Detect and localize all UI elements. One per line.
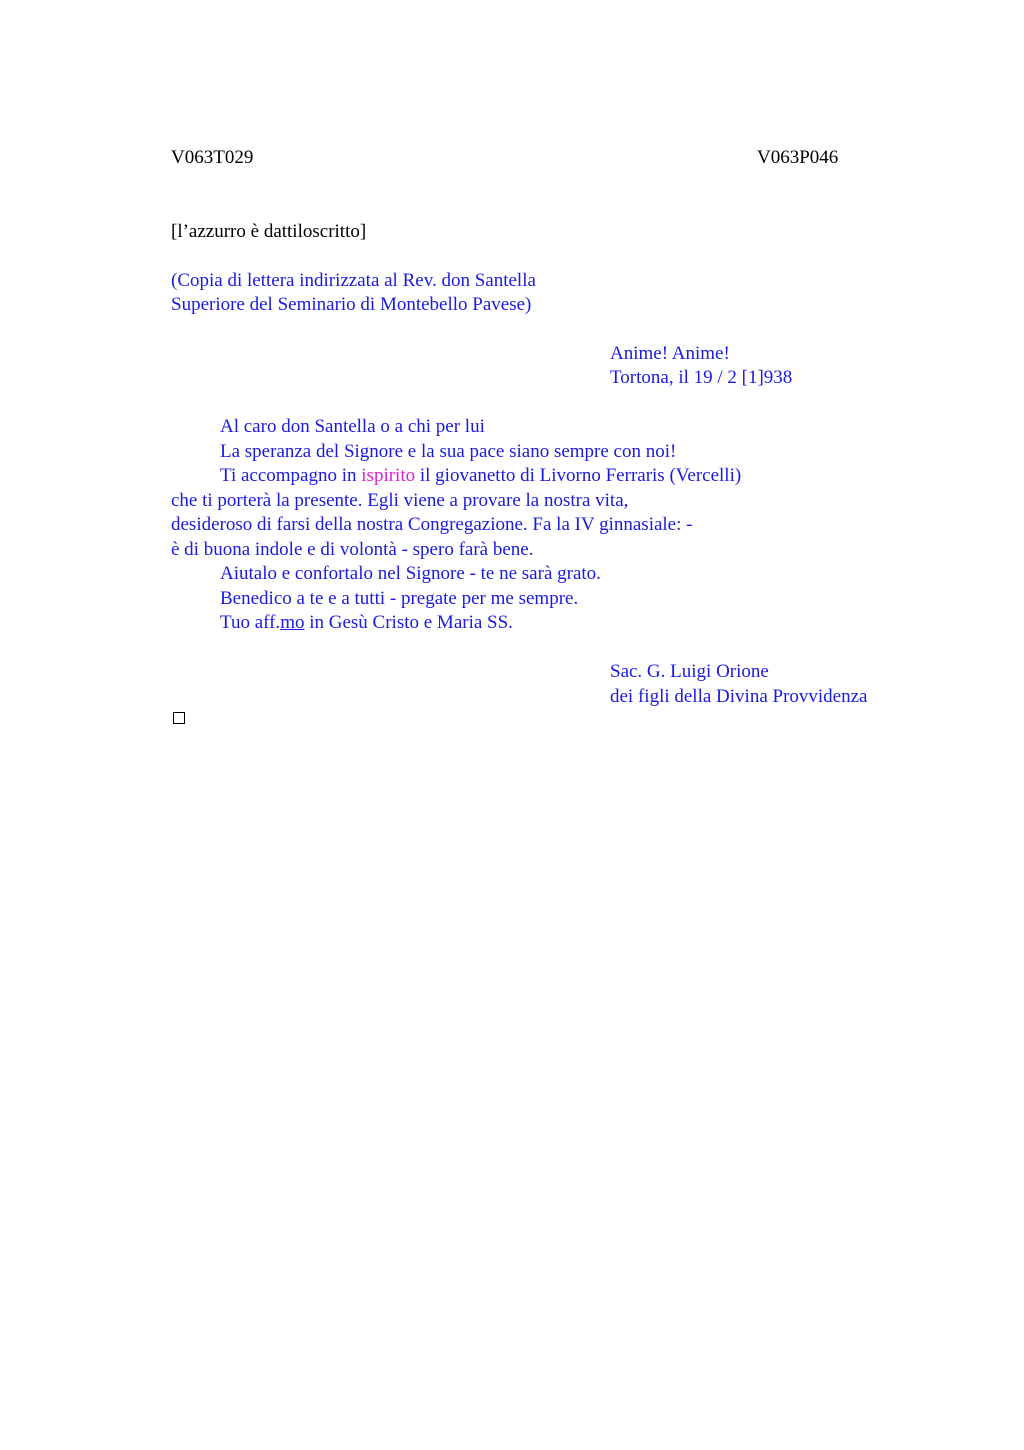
closing-superscript: mo [280, 612, 305, 633]
document-code-right: V063P046 [757, 147, 839, 168]
end-mark-square [173, 712, 185, 724]
highlighted-word: ispirito [361, 465, 416, 486]
signature-line-1: Sac. G. Luigi Orione [610, 661, 769, 682]
closing-line [220, 611, 513, 636]
document-code-left: V063T029 [171, 147, 254, 168]
greeting: La speranza del Signore e la sua pace siano sempre con noi! [220, 441, 677, 462]
motto: Anime! Anime! [610, 343, 730, 364]
signature-line-2: dei figli della Divina Provvidenza [610, 686, 868, 707]
closing-post: in Gesù Cristo e Maria SS. [304, 612, 513, 633]
paragraph-1-line-4: è di buona indole e di volontà - spero farà bene. [171, 539, 534, 560]
paragraph-1-post: il giovanetto di Livorno Ferraris (Vercelli) [415, 465, 742, 486]
closing-pre: Tuo aff. [220, 612, 281, 633]
copy-note-line-1: (Copia di lettera indirizzata al Rev. don Santella [171, 270, 536, 291]
copy-note-line-2: Superiore del Seminario di Montebello Pavese) [171, 294, 532, 315]
note-text: [l’azzurro è dattiloscritto] [171, 221, 367, 242]
paragraph-1-pre: Ti accompagno in [220, 465, 362, 486]
paragraph-1-line-2: che ti porterà la presente. Egli viene a provare la nostra vita, [171, 490, 629, 511]
paragraph-1-line-3: desideroso di farsi della nostra Congregazione. Fa la IV ginnasiale: - [171, 514, 693, 535]
paragraph-2: Aiutalo e confortalo nel Signore - te ne sarà grato. [220, 563, 601, 584]
paragraph-1-line-1 [220, 464, 741, 489]
editorial-note [171, 220, 366, 245]
paragraph-3: Benedico a te e a tutti - pregate per me sempre. [220, 588, 579, 609]
place-date: Tortona, il 19 / 2 [1]938 [610, 367, 793, 388]
salutation: Al caro don Santella o a chi per lui [220, 416, 485, 437]
